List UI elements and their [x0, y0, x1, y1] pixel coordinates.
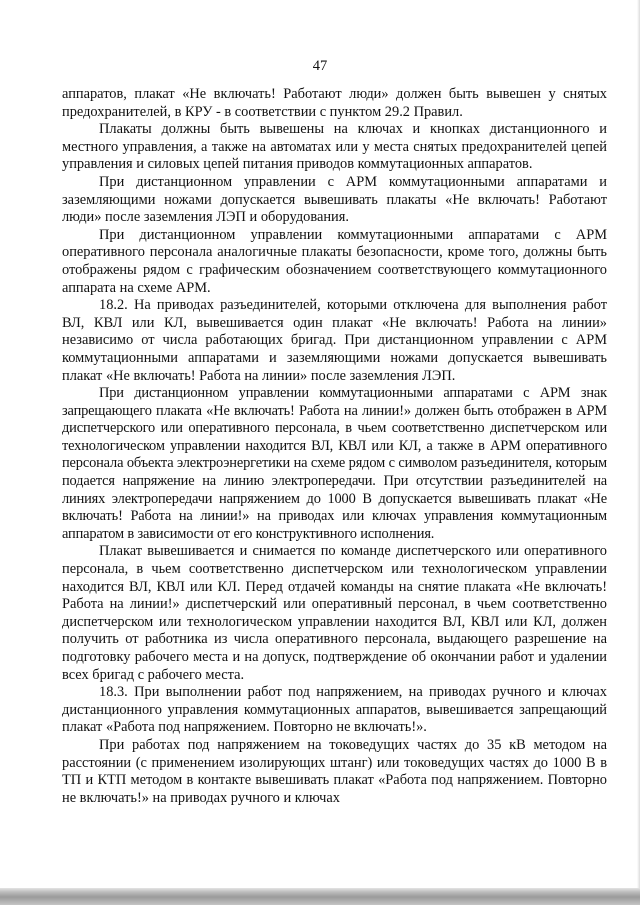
paragraph-arm-grounding-knives: При дистанционном управлении с АРМ коммутационными аппаратами и заземляющими ножами допускается вывешивать плакаты «Не включать! Работают люди» после заземления ЛЭП и оборудования.	[62, 173, 607, 226]
paragraph-posters-on-keys: Плакаты должны быть вывешены на ключах и кнопках дистанционного и местного управления, а также на автоматах или у места снятых предохранителей цепей управления и силовых цепей питания приводов коммутационных аппаратов.	[62, 121, 607, 173]
paragraph-arm-scheme-display: При дистанционном управлении коммутационными аппаратами с АРМ оперативного персонала аналогичные плакаты безопасности, кроме того, должны быть отображены рядом с графическим обозначением соответствующего коммутационного аппарата на схеме АРМ.	[62, 226, 607, 296]
scan-edge-bottom	[0, 888, 640, 905]
paragraph-poster-hanging-removal: Плакат вывешивается и снимается по команде диспетчерского или оперативного персонала, в чьем соответственно диспетчерском или технологическом управлении находится ВЛ, КВЛ или КЛ. Перед отдачей команды на снятие плаката «Не включать! Работа на линии!» диспетчерский или оперативный персонал, в чьем соответственно диспетчерском или технологическом управлении находится ВЛ, КВЛ или КЛ, должен получить от работника из числа оперативного персонала, выдающего разрешение на подготовку рабочего места и на допуск, подтверждение об окончании работ и удалении всех бригад с рабочего места.	[62, 543, 607, 683]
paragraph-live-line-work: При работах под напряжением на токоведущих частях до 35 кВ методом на расстоянии (с применением изолирующих штанг) или токоведущих частях до 1000 В в ТП и КТП методом в контакте вывешивать плакат «Работа под напряжением. Повторно не включать!» на приводах ручного и ключах	[62, 736, 607, 806]
page-number: 47	[312, 58, 328, 74]
paragraph-18-3: 18.3. При выполнении работ под напряжением, на приводах ручного и ключах дистанционного управления коммутационных аппаратов, вывешивается запрещающий плакат «Работа под напряжением. Повторно не включать!».	[62, 684, 607, 736]
paragraph-continuation: аппаратов, плакат «Не включать! Работают люди» должен быть вывешен у снятых предохранителей, в КРУ - в соответствии с пунктом 29.2 Правил.	[62, 86, 607, 120]
document-body	[62, 86, 607, 807]
paragraph-18-2: 18.2. На приводах разъединителей, которыми отключена для выполнения работ ВЛ, КВЛ или КЛ, вывешивается один плакат «Не включать! Работа на линии» независимо от числа работающих бригад. При дистанционном управлении с АРМ коммутационными аппаратами и заземляющими ножами допускается вывешивать плакат «Не включать! Работа на линии» после заземления ЛЭП.	[62, 297, 607, 384]
paragraph-arm-line-poster: При дистанционном управлении коммутационными аппаратами с АРМ знак запрещающего плаката «Не включать! Работа на линии!» должен быть отображен в АРМ диспетчерского или оперативного персонала, в чьем соответственно диспетчерском или технологическом управлении находится ВЛ, КВЛ или КЛ, а также в АРМ оперативного персонала объекта электроэнергетики на схеме рядом с символом разъединителя, которым подается напряжение на линию электропередачи. При отсутствии разъединителей на линиях электропередачи напряжением до 1000 В допускается вывешивать плакат «Не включать! Работа на линии!» на приводах или ключах управления коммутационным аппаратом в зависимости от его конструктивного исполнения.	[62, 385, 607, 542]
